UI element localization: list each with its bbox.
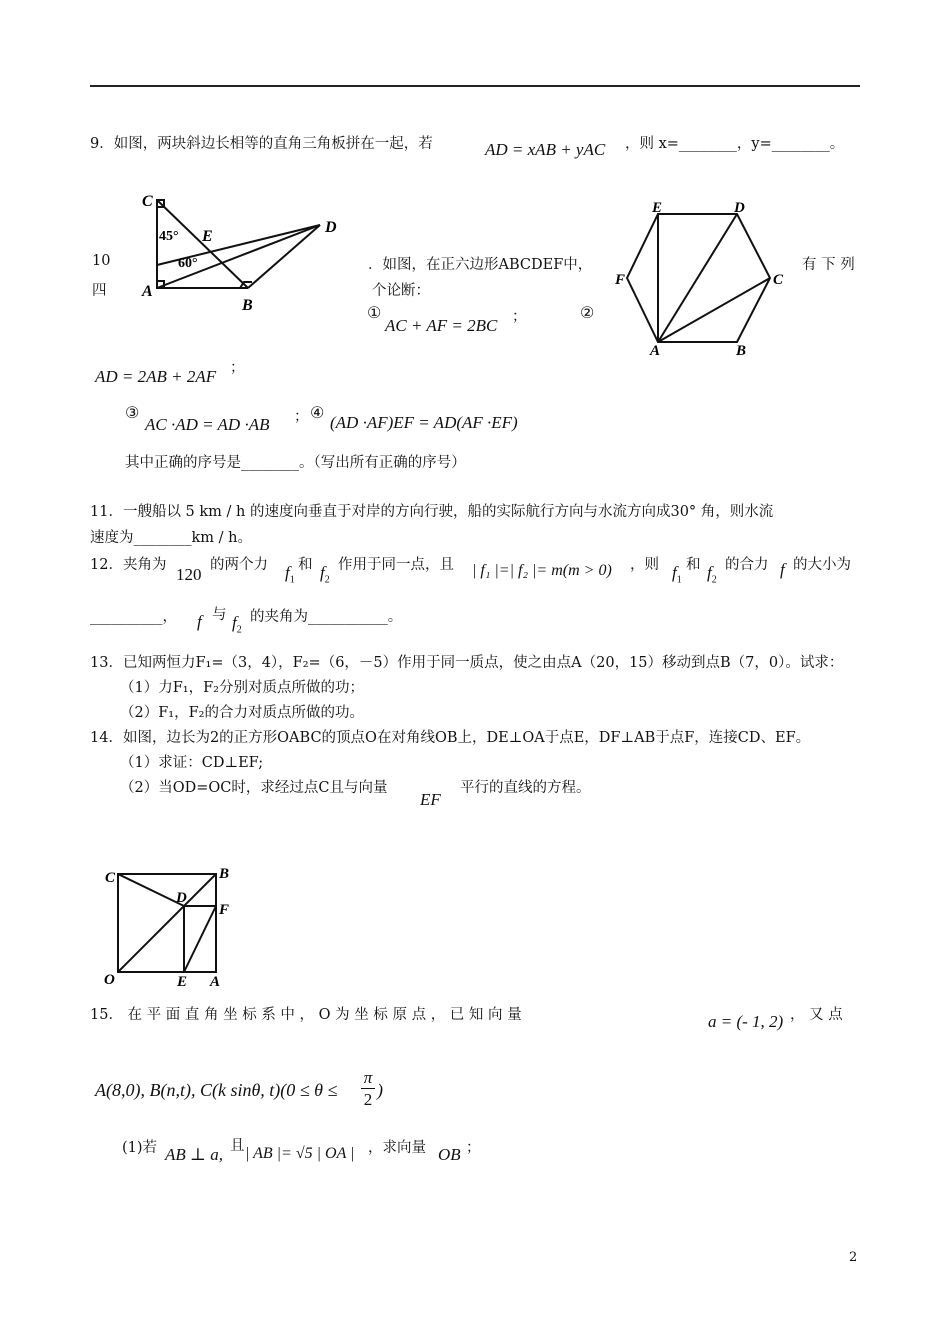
q14-line1: 14．如图，边长为2的正方形OABC的顶点O在对角线OB上，DE⊥OA于点E，DF⊥AB于点F，连接CD、EF。 (90, 730, 811, 746)
q12-text-3: 和 (298, 557, 313, 573)
q11-line2: 速度为________km / h。 (90, 530, 252, 546)
q12-f2-c: $f_2$ (232, 613, 242, 636)
q14-square-figure (100, 862, 240, 988)
label-c: C (142, 193, 153, 210)
hex-label-f: F (615, 272, 626, 288)
q9-text: 9．如图，两块斜边长相等的直角三角板拼在一起，若 (90, 136, 433, 152)
q13-sub2: （2）F₁，F₂的合力对质点所做的功。 (120, 705, 364, 721)
sq-label-d: D (176, 890, 187, 906)
q12-text-10: 的夹角为___________。 (250, 609, 403, 625)
diag-ad (658, 214, 737, 342)
q12-text-7: 的合力 (725, 557, 769, 573)
q10-c2-formula: AD = 2AB + 2AF (95, 367, 217, 386)
q12-condition: | f₁ |=| f₂ |= m(m > 0) (472, 562, 612, 579)
sq-label-f: F (219, 902, 230, 918)
label-e: E (202, 228, 213, 245)
q15-sub1-end: ； (466, 1140, 481, 1156)
hex-label-b: B (736, 343, 747, 358)
q12-angle: 120 (176, 565, 202, 584)
diagonal-ob (118, 874, 216, 972)
header-rule (90, 85, 860, 87)
q10-c3-marker: ③ (125, 403, 140, 422)
label-d: D (325, 219, 337, 236)
q15-vector-ob: OB (438, 1145, 461, 1164)
q15-sub1-a: (1)若 (122, 1140, 158, 1156)
q15-vector-a: a = (- 1, 2) (708, 1012, 784, 1031)
q11-line1: 11．一艘船以 5 km / h 的速度向垂直于对岸的方向行驶，船的实际航行方向与水流方向成30° 角，则水流 (90, 504, 774, 520)
q10-c4-marker: ④ (310, 403, 325, 422)
q14-vector-ef: EF (420, 790, 441, 809)
q15-line1: 15． 在 平 面 直 角 坐 标 系 中 ， O 为 坐 标 原 点 ， 已 知 向 量 (90, 1007, 522, 1023)
q12-text-1: 12．夹角为 (90, 557, 167, 573)
hex-label-a: A (650, 343, 661, 358)
hex-label-c: C (773, 272, 784, 288)
sq-label-o: O (104, 972, 115, 988)
q15-sub1-formula2: | AB |= √5 | OA | (245, 1145, 355, 1162)
q12-text-5: ，则 (630, 557, 659, 573)
q10-c2-sep: ； (230, 360, 245, 376)
q15-sub1-formula1: AB ⊥ a, (165, 1145, 224, 1164)
q9-triangle-figure (130, 188, 350, 313)
q12-f2-b: $f_2$ (707, 563, 717, 586)
q10-c3-sep: ； (294, 409, 309, 425)
q12-blank-1: __________， (90, 609, 177, 625)
angle-45-label: 45° (159, 229, 179, 244)
sq-label-e: E (177, 974, 188, 988)
q9-formula: AD = xAB + yAC (485, 140, 606, 159)
q13-line1: 13．已知两恒力F₁=（3，4），F₂=（6，－5）作用于同一质点，使之由点A（20，15）移动到点B（7，0）。试求： (90, 655, 844, 671)
sq-label-a: A (210, 974, 221, 988)
q12-f2: $f_2$ (320, 563, 330, 586)
q15-pi-numerator: π (361, 1068, 375, 1089)
q15-points: A(8,0), B(n,t), C(k sinθ, t)(0 ≤ θ ≤ (95, 1080, 338, 1100)
q14-sub2b: 平行的直线的方程。 (460, 780, 591, 796)
q10-answer-line: 其中正确的序号是________。（写出所有正确的序号） (125, 455, 466, 471)
q10-intro: ．如图，在正六边形ABCDEF中， (368, 257, 593, 273)
q12-text-4: 作用于同一点，且 (338, 557, 454, 573)
q12-f: f (780, 560, 785, 579)
page-number: 2 (849, 1250, 858, 1265)
q10-c3-formula: AC ·AD = AD ·AB (145, 415, 270, 434)
q12-text-6: 和 (686, 557, 701, 573)
q15-close-paren: ) (377, 1080, 383, 1100)
label-b: B (242, 297, 253, 313)
q10-c1-sep: ； (512, 309, 527, 325)
q10-number: 10 (92, 253, 111, 269)
q12-f-c: f (197, 612, 202, 631)
q10-c1-formula: AC + AF = 2BC (385, 316, 498, 335)
q15-pi-denominator: 2 (363, 1090, 373, 1109)
q12-text-2: 的两个力 (210, 557, 268, 573)
q15-line1-tail: ， 又 点 (790, 1007, 843, 1023)
q12-text-9: 与 (212, 607, 227, 623)
q14-sub2a: （2）当OD=OC时，求经过点C且与向量 (120, 780, 388, 796)
q10-hexagon-figure (610, 198, 795, 358)
hex-label-d: D (734, 200, 745, 216)
label-a: A (142, 283, 153, 300)
q12-f1-b: $f_1$ (672, 563, 682, 586)
q10-number-tail: 四 (92, 283, 107, 299)
q10-intro-line2: 个论断： (372, 283, 430, 299)
angle-60-label: 60° (178, 256, 198, 271)
q12-text-8: 的大小为 (793, 557, 851, 573)
q10-c1-marker: ① (367, 303, 382, 322)
hex-label-e: E (652, 200, 663, 216)
q9-tail: ，则 x=________，y=________。 (625, 136, 845, 152)
segment-cd (118, 874, 184, 906)
sq-label-b: B (219, 866, 230, 882)
sq-label-c: C (105, 870, 116, 886)
q15-sub1-c: ，求向量 (368, 1140, 426, 1156)
q10-c2-marker: ② (580, 303, 595, 322)
q10-c4-formula: (AD ·AF)EF = AD(AF ·EF) (330, 413, 518, 432)
q14-sub1: （1）求证：CD⊥EF; (120, 755, 264, 771)
q10-intro-right: 有 下 列 (802, 257, 855, 273)
q13-sub1: （1）力F₁，F₂分别对质点所做的功； (120, 680, 364, 696)
q15-sub1-b: 且 (230, 1138, 245, 1154)
segment-ef (184, 906, 216, 972)
q12-f1: $f_1$ (285, 563, 295, 586)
